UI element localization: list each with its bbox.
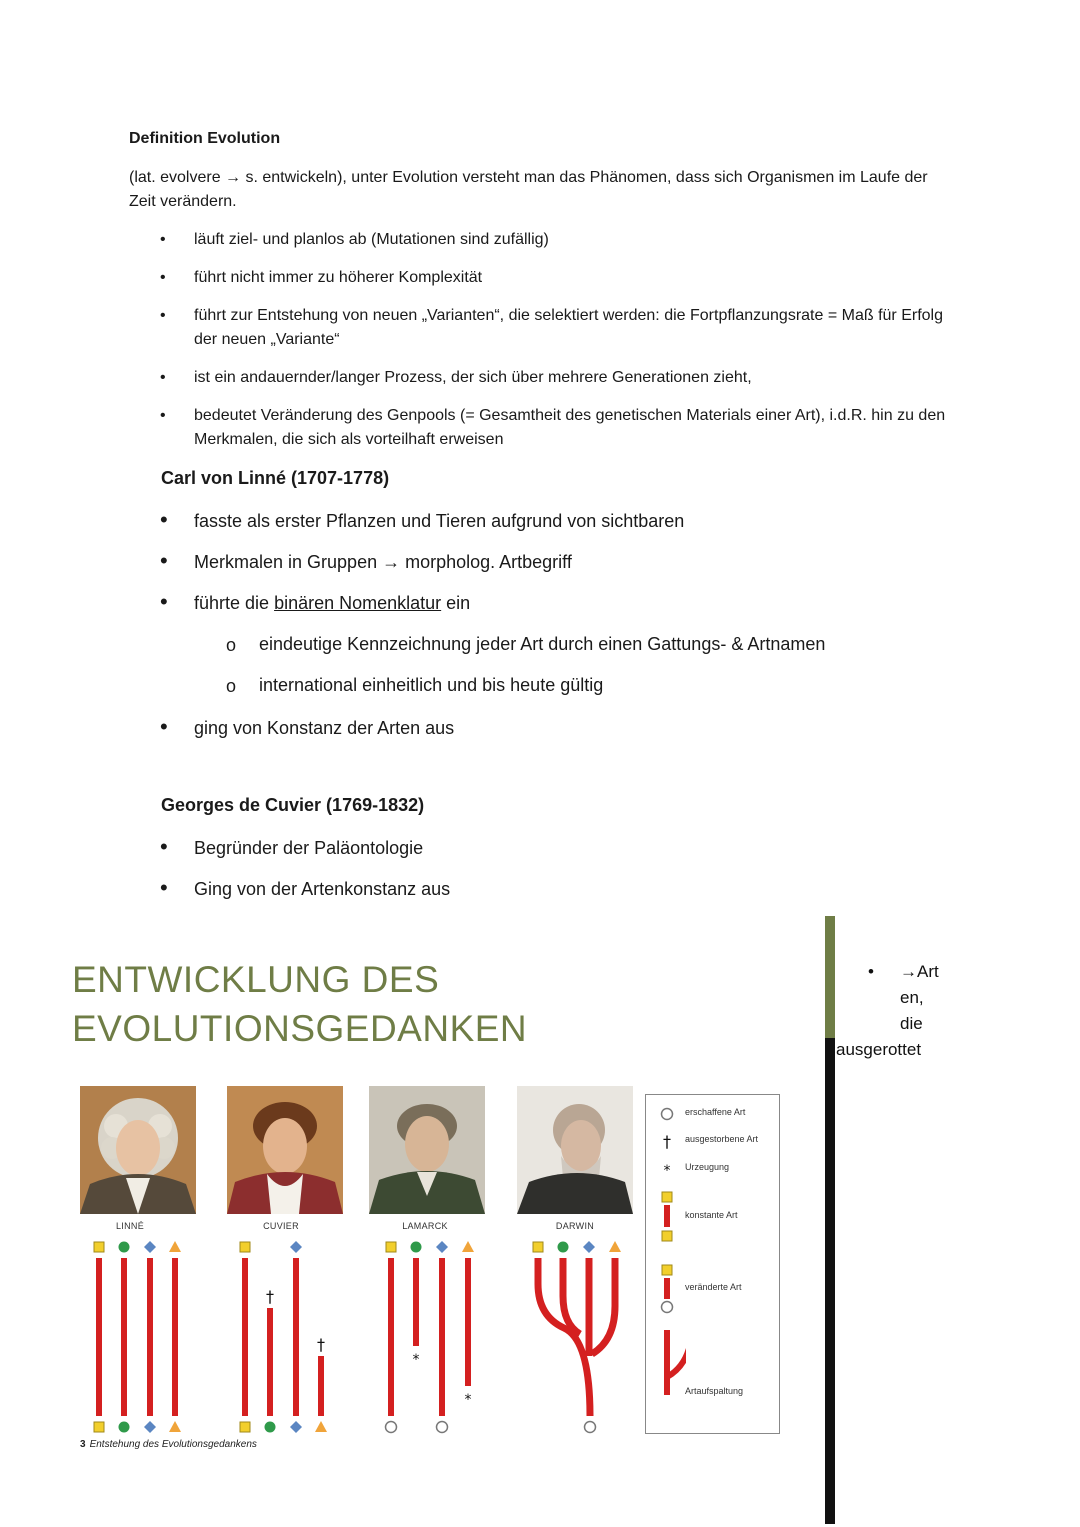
- portrait-darwin: [517, 1086, 633, 1214]
- cuvier-title: Georges de Cuvier (1769-1832): [161, 795, 425, 815]
- list-item: • führt nicht immer zu höherer Komplexität: [160, 269, 483, 286]
- svg-text:*: *: [663, 1163, 671, 1179]
- side-note-line: en,: [900, 988, 924, 1007]
- legend-created: erschaffene Art: [685, 1107, 746, 1117]
- definition-title: Definition Evolution: [129, 130, 281, 147]
- list-item: o eindeutige Kennzeichnung jeder Art durch einen Gattungs- & Artnamen: [226, 634, 826, 655]
- legend-extinct: ausgestorbene Art: [685, 1134, 759, 1144]
- evolution-diagram: [80, 1236, 640, 1436]
- svg-text:†: †: [663, 1132, 671, 1151]
- name-lamarck: LAMARCK: [402, 1221, 448, 1231]
- portrait-cuvier: [227, 1086, 343, 1214]
- name-cuvier: CUVIER: [263, 1221, 299, 1231]
- side-note-line: →Art: [900, 962, 939, 981]
- side-bullet: •: [868, 962, 874, 981]
- legend-constant: konstante Art: [685, 1210, 738, 1220]
- figure-caption: 3 Entstehung des Evolutionsgedankens: [80, 1439, 257, 1450]
- portrait-lamarck: [369, 1086, 485, 1214]
- name-darwin: DARWIN: [555, 1221, 595, 1231]
- list-item: o international einheitlich und bis heute gültig: [226, 675, 604, 696]
- definition-text: (lat. evolvere → s. entwickeln), unter Evolution versteht man das Phänomen, dass sich Organismen im Laufe der Zeit verändern.: [129, 169, 928, 210]
- list-item: • Ging von der Artenkonstanz aus: [160, 875, 451, 900]
- lamarck-lines: [386, 1241, 475, 1433]
- nomenklatur-link[interactable]: binären Nomenklatur: [274, 593, 442, 613]
- list-item: • ging von Konstanz der Arten aus: [160, 714, 455, 739]
- legend-split: Artaufspaltung: [685, 1386, 744, 1396]
- svg-text:*: *: [464, 1392, 472, 1408]
- list-item: • führt zur Entstehung von neuen „Varianten“, die selektiert werden: die Fortpflanzungsrate = Maß für Erfolg der neuen „Variante“: [160, 307, 943, 348]
- svg-text:*: *: [412, 1352, 420, 1368]
- cuvier-lines: [240, 1241, 327, 1433]
- divider-bar: [825, 1038, 835, 1524]
- svg-text:†: †: [317, 1335, 325, 1354]
- legend-changed: veränderte Art: [685, 1282, 742, 1292]
- darwin-lines: [533, 1241, 621, 1433]
- legend-box: [645, 1094, 780, 1434]
- name-linne: LINNÉ: [115, 1221, 144, 1231]
- side-note-line: die: [900, 1014, 923, 1033]
- list-item: • Merkmalen in Gruppen → morpholog. Artbegriff: [160, 548, 572, 573]
- linne-title: Carl von Linné (1707-1778): [161, 468, 390, 488]
- svg-text:†: †: [266, 1287, 274, 1306]
- list-item: • fasste als erster Pflanzen und Tieren aufgrund von sichtbaren: [160, 507, 685, 532]
- legend-spontaneous: Urzeugung: [685, 1162, 730, 1172]
- list-item: • führte die binären Nomenklatur ein: [160, 589, 471, 614]
- list-item: • Begründer der Paläontologie: [160, 834, 424, 859]
- list-item: • ist ein andauernder/langer Prozess, der sich über mehrere Generationen zieht,: [160, 369, 752, 386]
- list-item: • bedeutet Veränderung des Genpools (= Gesamtheit des genetischen Materials einer Art), i.d.R. hin zu den Merkmalen, die sich als vorteilhaft erweisen: [160, 407, 946, 448]
- slide-title: ENTWICKLUNG DES EVOLUTIONSGEDANKEN: [72, 959, 528, 1049]
- accent-bar: [825, 916, 835, 1038]
- linne-lines: [94, 1241, 181, 1433]
- portrait-linne: [80, 1086, 196, 1214]
- side-note-line: ausgerottet: [836, 1040, 922, 1059]
- list-item: • läuft ziel- und planlos ab (Mutationen sind zufällig): [160, 231, 549, 248]
